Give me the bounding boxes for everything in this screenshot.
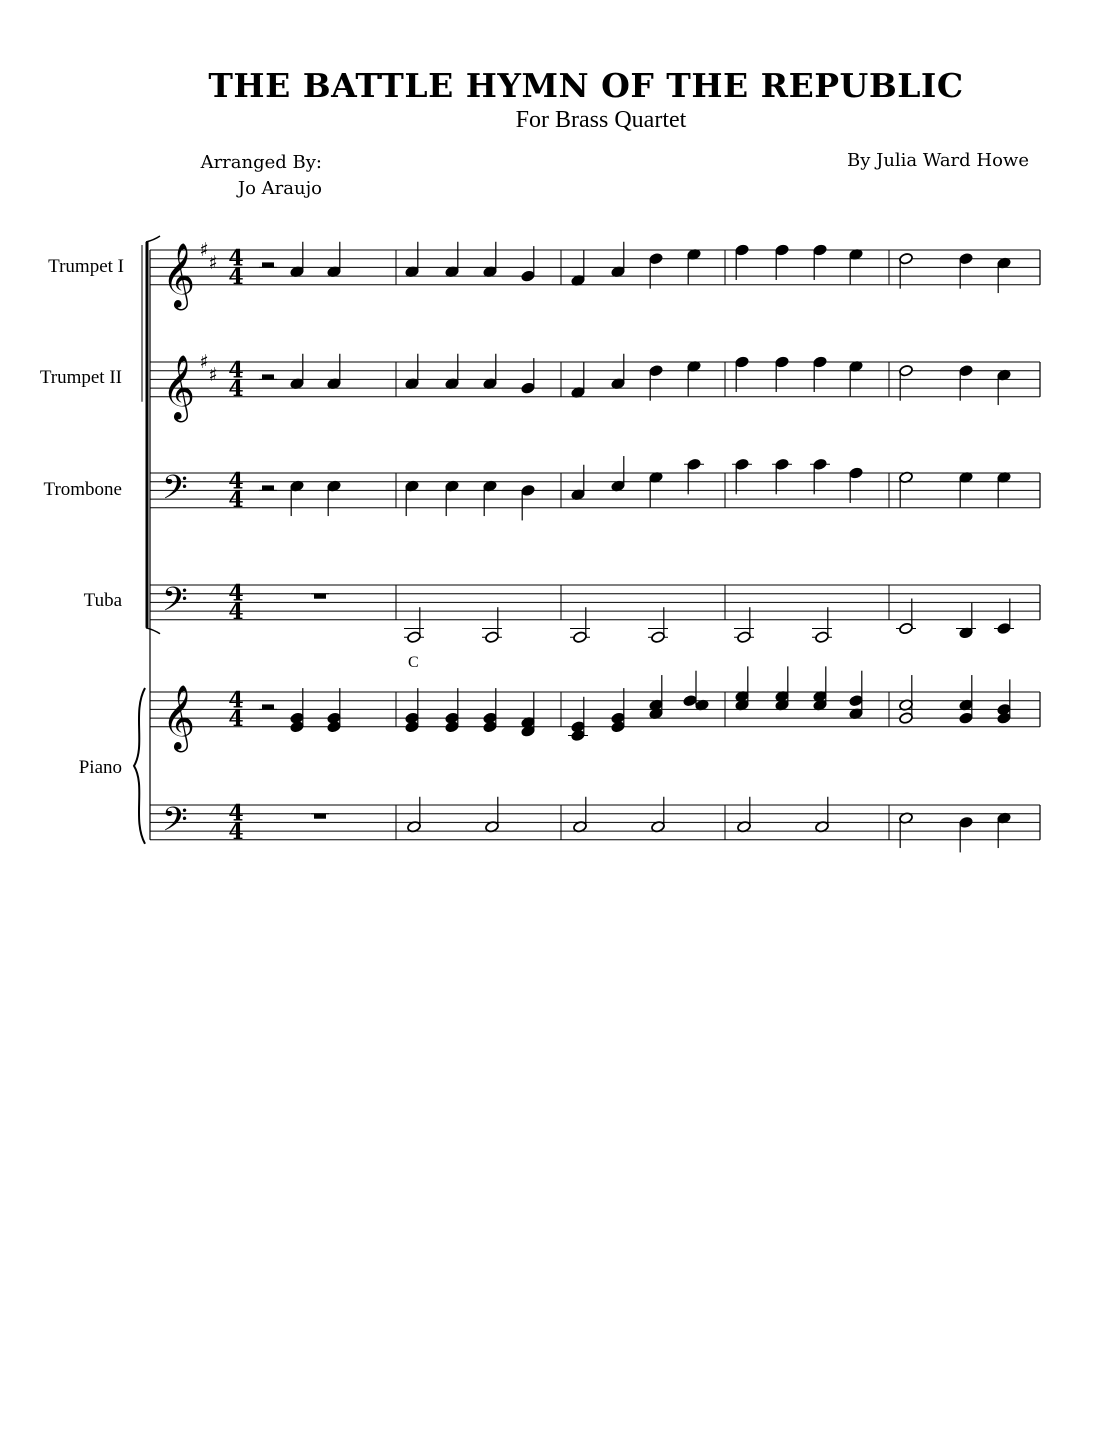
staves — [134, 236, 1040, 847]
time-signature-top: 4 — [228, 800, 244, 827]
quarter-note — [521, 484, 536, 497]
bracket-hook-bottom — [146, 628, 160, 634]
bass-clef: 𝄢 — [162, 469, 188, 516]
arranger-name: Jo Araujo — [237, 178, 322, 199]
chord-symbol-c: C — [408, 654, 419, 671]
staff-label-piano: Piano — [78, 757, 122, 778]
key-sharp-c: ♯ — [208, 252, 218, 275]
staff-label-trombone: Trombone — [43, 479, 122, 500]
half-note — [485, 631, 500, 644]
quarter-note — [649, 364, 664, 377]
key-sharp-f: ♯ — [199, 351, 209, 373]
bass-clef: 𝄢 — [162, 581, 188, 628]
quarter-note — [813, 244, 828, 257]
half-note — [573, 631, 588, 644]
key-sharp-f: ♯ — [199, 239, 209, 261]
half-note — [899, 622, 914, 635]
treble-clef: 𝄞 — [162, 354, 196, 420]
staff-label-tuba: Tuba — [83, 590, 122, 611]
half-note — [815, 631, 830, 644]
quarter-note — [683, 694, 698, 707]
notes — [259, 242, 1014, 853]
whole-rest — [314, 814, 326, 819]
quarter-note — [521, 382, 536, 395]
quarter-note — [849, 694, 864, 707]
quarter-note — [959, 816, 974, 829]
quarter-note — [775, 244, 790, 257]
half-rest — [262, 704, 274, 709]
time-signature-bottom: 4 — [228, 598, 244, 625]
quarter-note — [483, 721, 498, 734]
quarter-note — [649, 252, 664, 265]
time-signature-top: 4 — [228, 357, 244, 384]
quarter-note — [405, 721, 420, 734]
quarter-note — [611, 721, 626, 734]
time-signature-top: 4 — [228, 245, 244, 272]
half-rest — [262, 485, 274, 490]
bass-clef: 𝄢 — [162, 801, 188, 848]
quarter-note — [813, 356, 828, 369]
whole-rest — [314, 594, 326, 599]
staff-label-trumpet-1: Trumpet I — [48, 256, 124, 277]
half-rest — [262, 262, 274, 267]
half-note — [899, 252, 914, 265]
time-signature-bottom: 4 — [228, 375, 244, 402]
quarter-note — [571, 729, 586, 742]
quarter-note — [521, 270, 536, 283]
score-subtitle: For Brass Quartet — [515, 107, 687, 133]
quarter-note — [445, 721, 460, 734]
quarter-note — [997, 622, 1012, 635]
quarter-note — [849, 467, 864, 480]
quarter-note — [735, 356, 750, 369]
treble-clef: 𝄞 — [162, 242, 196, 308]
treble-clef: 𝄞 — [162, 684, 196, 750]
time-signature-bottom: 4 — [228, 486, 244, 513]
half-note — [899, 364, 914, 377]
half-note — [407, 631, 422, 644]
half-note — [899, 712, 914, 725]
arranger-label: Arranged By: — [200, 152, 322, 173]
quarter-note — [290, 721, 305, 734]
quarter-note — [813, 458, 828, 471]
staff-label-trumpet-2: Trumpet II — [39, 367, 122, 388]
key-sharp-c: ♯ — [208, 364, 218, 387]
half-note — [651, 631, 666, 644]
bracket-hook-top — [146, 236, 160, 242]
quarter-note — [959, 712, 974, 725]
half-rest — [262, 374, 274, 379]
quarter-note — [735, 458, 750, 471]
time-signature-top: 4 — [228, 687, 244, 714]
half-note — [737, 631, 752, 644]
quarter-note — [735, 244, 750, 257]
quarter-note — [327, 721, 342, 734]
time-signature-top: 4 — [228, 580, 244, 607]
piano-brace — [134, 688, 145, 844]
quarter-note — [687, 458, 702, 471]
time-signature-bottom: 4 — [228, 818, 244, 845]
quarter-note — [775, 458, 790, 471]
quarter-note — [775, 356, 790, 369]
quarter-note — [997, 712, 1012, 725]
quarter-note — [959, 364, 974, 377]
time-signature-top: 4 — [228, 468, 244, 495]
score-title: THE BATTLE HYMN OF THE REPUBLIC — [208, 66, 964, 105]
composer-credit: By Julia Ward Howe — [846, 150, 1029, 171]
time-signature-bottom: 4 — [228, 263, 244, 290]
quarter-note — [959, 252, 974, 265]
time-signature-bottom: 4 — [228, 705, 244, 732]
